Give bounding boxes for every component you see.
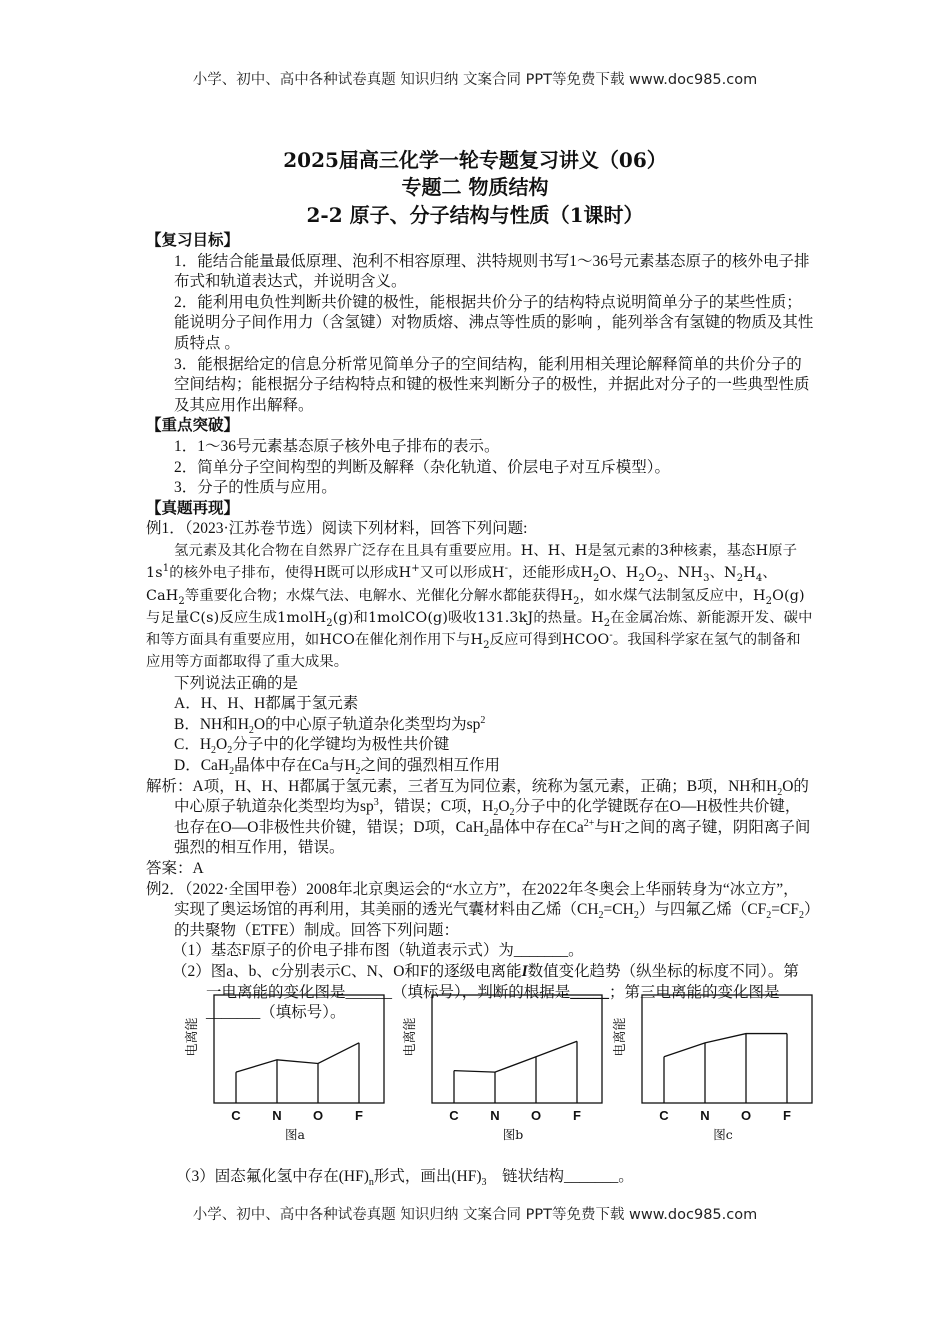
tick-label: N	[272, 1108, 282, 1123]
tick-label: N	[700, 1108, 710, 1123]
chart-title: 图c	[713, 1127, 733, 1142]
y-axis-label: 电离能	[185, 1017, 200, 1057]
option-a: A．H、H、H都属于氢元素	[174, 695, 359, 713]
key-item: 3．分子的性质与应用。	[174, 479, 337, 497]
question-2: （2）图a、b、c分别表示C、N、O和F的逐级电离能I数值变化趋势（纵坐标的标度不同）。第一电离能的变化图是______（填标号），判断的根据是_____；第三电离能的变化图是_______（填标号）。	[172, 963, 799, 1022]
review-item: 1．能结合能量最低原理、泡利不相容原理、洪特规则书写1～36号元素基态原子的核外电子排布式和轨道表达式，并说明含义。	[174, 252, 810, 291]
y-axis-label: 电离能	[403, 1017, 418, 1057]
topic-title: 专题二 物质结构	[401, 175, 549, 199]
y-axis-label: 电离能	[613, 1017, 628, 1057]
trend-line	[454, 1041, 577, 1072]
example-1-answer: 答案：A	[146, 860, 204, 878]
tick-label: C	[449, 1108, 459, 1123]
key-item: 2．简单分子空间构型的判断及解释（杂化轨道、价层电子对互斥模型）。	[174, 458, 671, 476]
tick-label: F	[573, 1108, 581, 1123]
example-1-analysis: 解析：A项，H、H、H都属于氢元素，三者互为同位素，统称为氢元素，正确；B项，NH和$H_2O$的中心原子轨道杂化类型均为$sp^3$，错误；C项，$H_2O_2$分子中的化学键既存在O—H极性共价键，也存在O—O非极性共价键，错误；D项，CaH$_2$晶体中存在$Ca^{2+}$与H-之间的离子键，阴阳离子间强烈的相互作用，错误。	[146, 777, 811, 857]
chart-title: 图b	[502, 1127, 524, 1142]
review-item: 3．能根据给定的信息分析常见简单分子的空间结构，能利用相关理论解释简单的共价分子的空间结构；能根据分子结构特点和键的极性来判断分子的极性，并据此对分子的一些典型性质及其应用作出解释。	[174, 355, 810, 414]
key-heading: 【重点突破】	[146, 417, 240, 435]
option-b: B．NH和$H_2O$的中心原子轨道杂化类型均为$sp^2$	[174, 714, 486, 736]
tick-label: C	[659, 1108, 669, 1123]
tick-label: C	[231, 1108, 241, 1123]
page-footer: 小学、初中、高中各种试卷真题 知识归纳 文案合同 PPT等免费下载 www.doc985.com	[192, 1207, 758, 1223]
example-2-intro: 例2．（2022·全国甲卷）2008年北京奥运会的“水立方”，在2022年冬奥会上华丽转身为“冰立方”，实现了奥运场馆的再利用，其美丽的透光气囊材料由乙烯$(CH_2=CH_2)$与四氟乙烯$(CF_2=CF_2)$的共聚物（ETFE）制成。回答下列问题：	[146, 880, 812, 939]
trend-line	[236, 1043, 359, 1072]
chart-a	[176, 993, 386, 1143]
review-heading: 【复习目标】	[146, 232, 240, 249]
chart-title: 图a	[285, 1127, 305, 1142]
page-header: 小学、初中、高中各种试卷真题 知识归纳 文案合同 PPT等免费下载 www.doc985.com	[192, 72, 758, 88]
main-title: 2025届高三化学一轮专题复习讲义（06）	[283, 148, 667, 172]
question-1: （1）基态F原子的价电子排布图（轨道表示式）为_______。	[172, 942, 584, 960]
chart-b	[394, 993, 604, 1143]
example-1-intro: 例1．（2023·江苏卷节选）阅读下列材料，回答下列问题:	[146, 520, 528, 538]
document-body	[146, 231, 814, 1024]
tick-label: O	[530, 1108, 542, 1123]
option-d: D．CaH$_2$晶体中存在Ca与$H_2$之间的强烈相互作用	[174, 757, 501, 778]
key-item: 1．1～36号元素基态原子核外电子排布的表示。	[174, 437, 500, 455]
review-item: 2．能利用电负性判断共价键的极性，能根据共价分子的结构特点说明简单分子的某些性质；能说明分子间作用力（含氢键）对物质熔、沸点等性质的影响 ，能列举含有氢键的物质及其性质特点 。	[174, 293, 814, 352]
tick-label: O	[740, 1108, 752, 1123]
example-1-passage: 氢元素及其化合物在自然界广泛存在且具有重要应用。H、H、H是氢元素的3种核素，基态H原子$1s^1$的核外电子排布，使得H既可以形成H+又可以形成H-，还能形成$H_2O$、$H_2O_2$、$NH_3$、$N_2H_4$、CaH$_2$等重要化合物；水煤气法、电解水、光催化分解水都能获得$H_2$，如水煤气法制氢反应中，$H_2O(g)$与足量C(s)反应生成1molH$_2$(g)和1molCO(g)吸收131.3kJ的热量。$H_2$在金属冶炼、新能源开发、碳中和等方面具有重要应用，如HCO在催化剂作用下与$H_2$反应可得到HCOO-。我国科学家在氢气的制备和应用等方面都取得了重大成果。	[146, 542, 813, 671]
chart-c	[604, 993, 814, 1143]
option-c: C．$H_2O_2$分子中的化学键均为极性共价键	[174, 736, 450, 757]
ionization-charts	[176, 993, 806, 1143]
tick-label: N	[490, 1108, 500, 1123]
tick-label: O	[312, 1108, 324, 1123]
trend-line	[664, 1034, 787, 1057]
example-1-question: 下列说法正确的是	[174, 674, 299, 692]
lesson-title: 2-2 原子、分子结构与性质（1课时）	[306, 203, 644, 227]
tick-label: F	[783, 1108, 791, 1123]
question-3: （3）固态氟化氢中存在$(HF)_n$形式，画出$(HF)_3$ 链状结构_______。	[176, 1168, 634, 1189]
exam-heading: 【真题再现】	[146, 499, 240, 517]
tick-label: F	[355, 1108, 363, 1123]
